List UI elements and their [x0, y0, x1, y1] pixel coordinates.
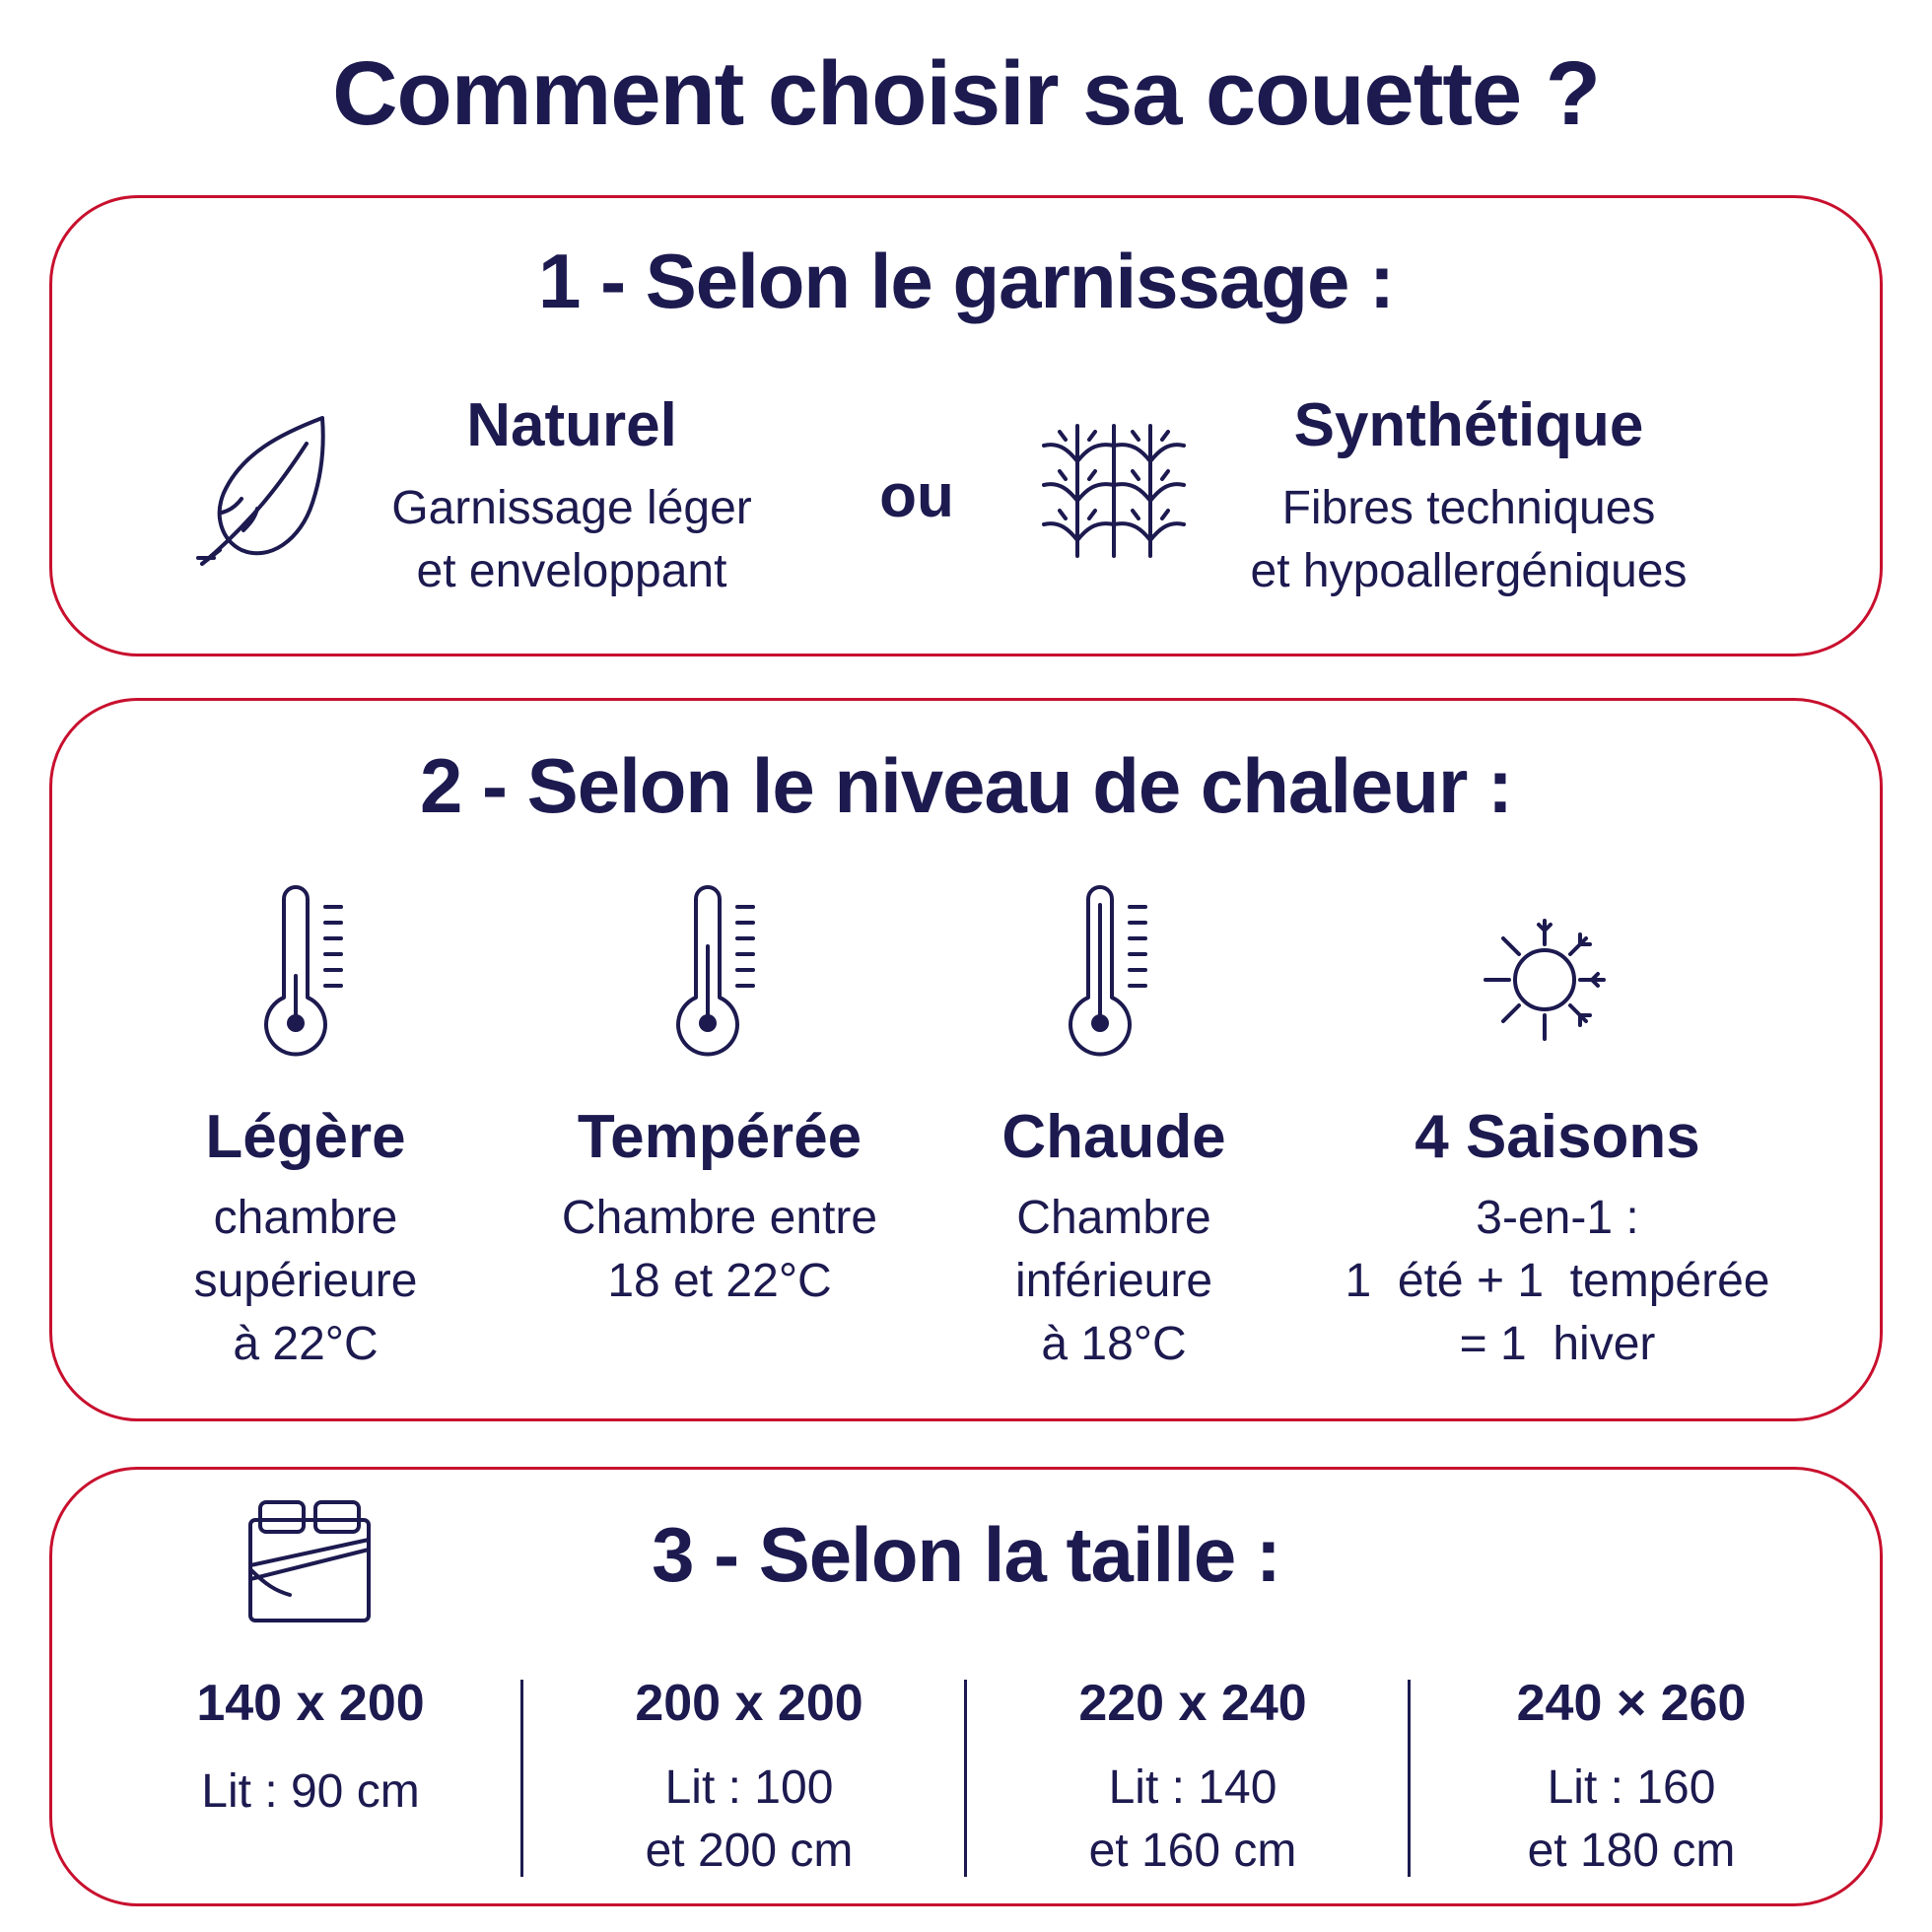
warmth-item-1-line3: à 22°C — [233, 1318, 379, 1370]
size-4-line2: et 180 cm — [1527, 1825, 1736, 1877]
size-divider-3 — [1408, 1680, 1411, 1877]
warmth-item-1-title: Légère — [205, 1103, 406, 1171]
size-1-line1: Lit : 90 cm — [201, 1765, 420, 1818]
synthetic-title: Synthétique — [1293, 391, 1644, 459]
sun-snow-icon — [1484, 917, 1612, 1045]
warmth-item-4-line1: 3-en-1 : — [1476, 1192, 1639, 1244]
synthetic-desc-line2: et hypoallergéniques — [1250, 545, 1688, 597]
size-2-line1: Lit : 100 — [664, 1761, 834, 1814]
warmth-item-3-title: Chaude — [1001, 1103, 1226, 1171]
size-divider-1 — [520, 1680, 523, 1877]
natural-desc-line2: et enveloppant — [416, 545, 727, 597]
fibers-icon — [1040, 422, 1188, 560]
warmth-item-2-title: Tempérée — [577, 1103, 862, 1171]
section3-title: 3 - Selon la taille : — [652, 1511, 1280, 1598]
warmth-item-2-line2: 18 et 22°C — [607, 1255, 832, 1307]
thermometer-mid-icon — [676, 887, 765, 1065]
natural-title: Naturel — [466, 391, 677, 459]
warmth-item-1-line2: supérieure — [193, 1255, 418, 1307]
size-3-dims: 220 x 240 — [1078, 1675, 1307, 1732]
synthetic-desc-line1: Fibres techniques — [1281, 482, 1656, 534]
warmth-item-1-line1: chambre — [213, 1192, 398, 1244]
size-2-line2: et 200 cm — [645, 1825, 854, 1877]
natural-desc-line1: Garnissage léger — [391, 482, 752, 534]
size-3-line2: et 160 cm — [1088, 1825, 1297, 1877]
or-label: ou — [879, 462, 954, 530]
warmth-item-4-title: 4 Saisons — [1414, 1103, 1700, 1171]
warmth-item-4-line2: 1 été + 1 tempérée — [1345, 1255, 1770, 1307]
warmth-item-3-line2: inférieure — [1014, 1255, 1213, 1307]
size-1-dims: 140 x 200 — [196, 1675, 425, 1732]
thermometer-low-icon — [264, 887, 353, 1065]
thermometer-high-icon — [1069, 887, 1157, 1065]
size-4-dims: 240 × 260 — [1516, 1675, 1747, 1732]
warmth-item-3-line3: à 18°C — [1041, 1318, 1187, 1370]
section2-title: 2 - Selon le niveau de chaleur : — [419, 742, 1513, 829]
size-3-line1: Lit : 140 — [1108, 1761, 1277, 1814]
warmth-item-4-line3: = 1 hiver — [1459, 1318, 1656, 1370]
warmth-item-2-line1: Chambre entre — [561, 1192, 878, 1244]
warmth-item-3-line1: Chambre — [1016, 1192, 1211, 1244]
size-4-line1: Lit : 160 — [1547, 1761, 1716, 1814]
size-2-dims: 200 x 200 — [635, 1675, 863, 1732]
page-title: Comment choisir sa couette ? — [332, 43, 1600, 144]
size-divider-2 — [964, 1680, 967, 1877]
section1-title: 1 - Selon le garnissage : — [538, 238, 1394, 324]
feather-icon — [192, 414, 330, 572]
